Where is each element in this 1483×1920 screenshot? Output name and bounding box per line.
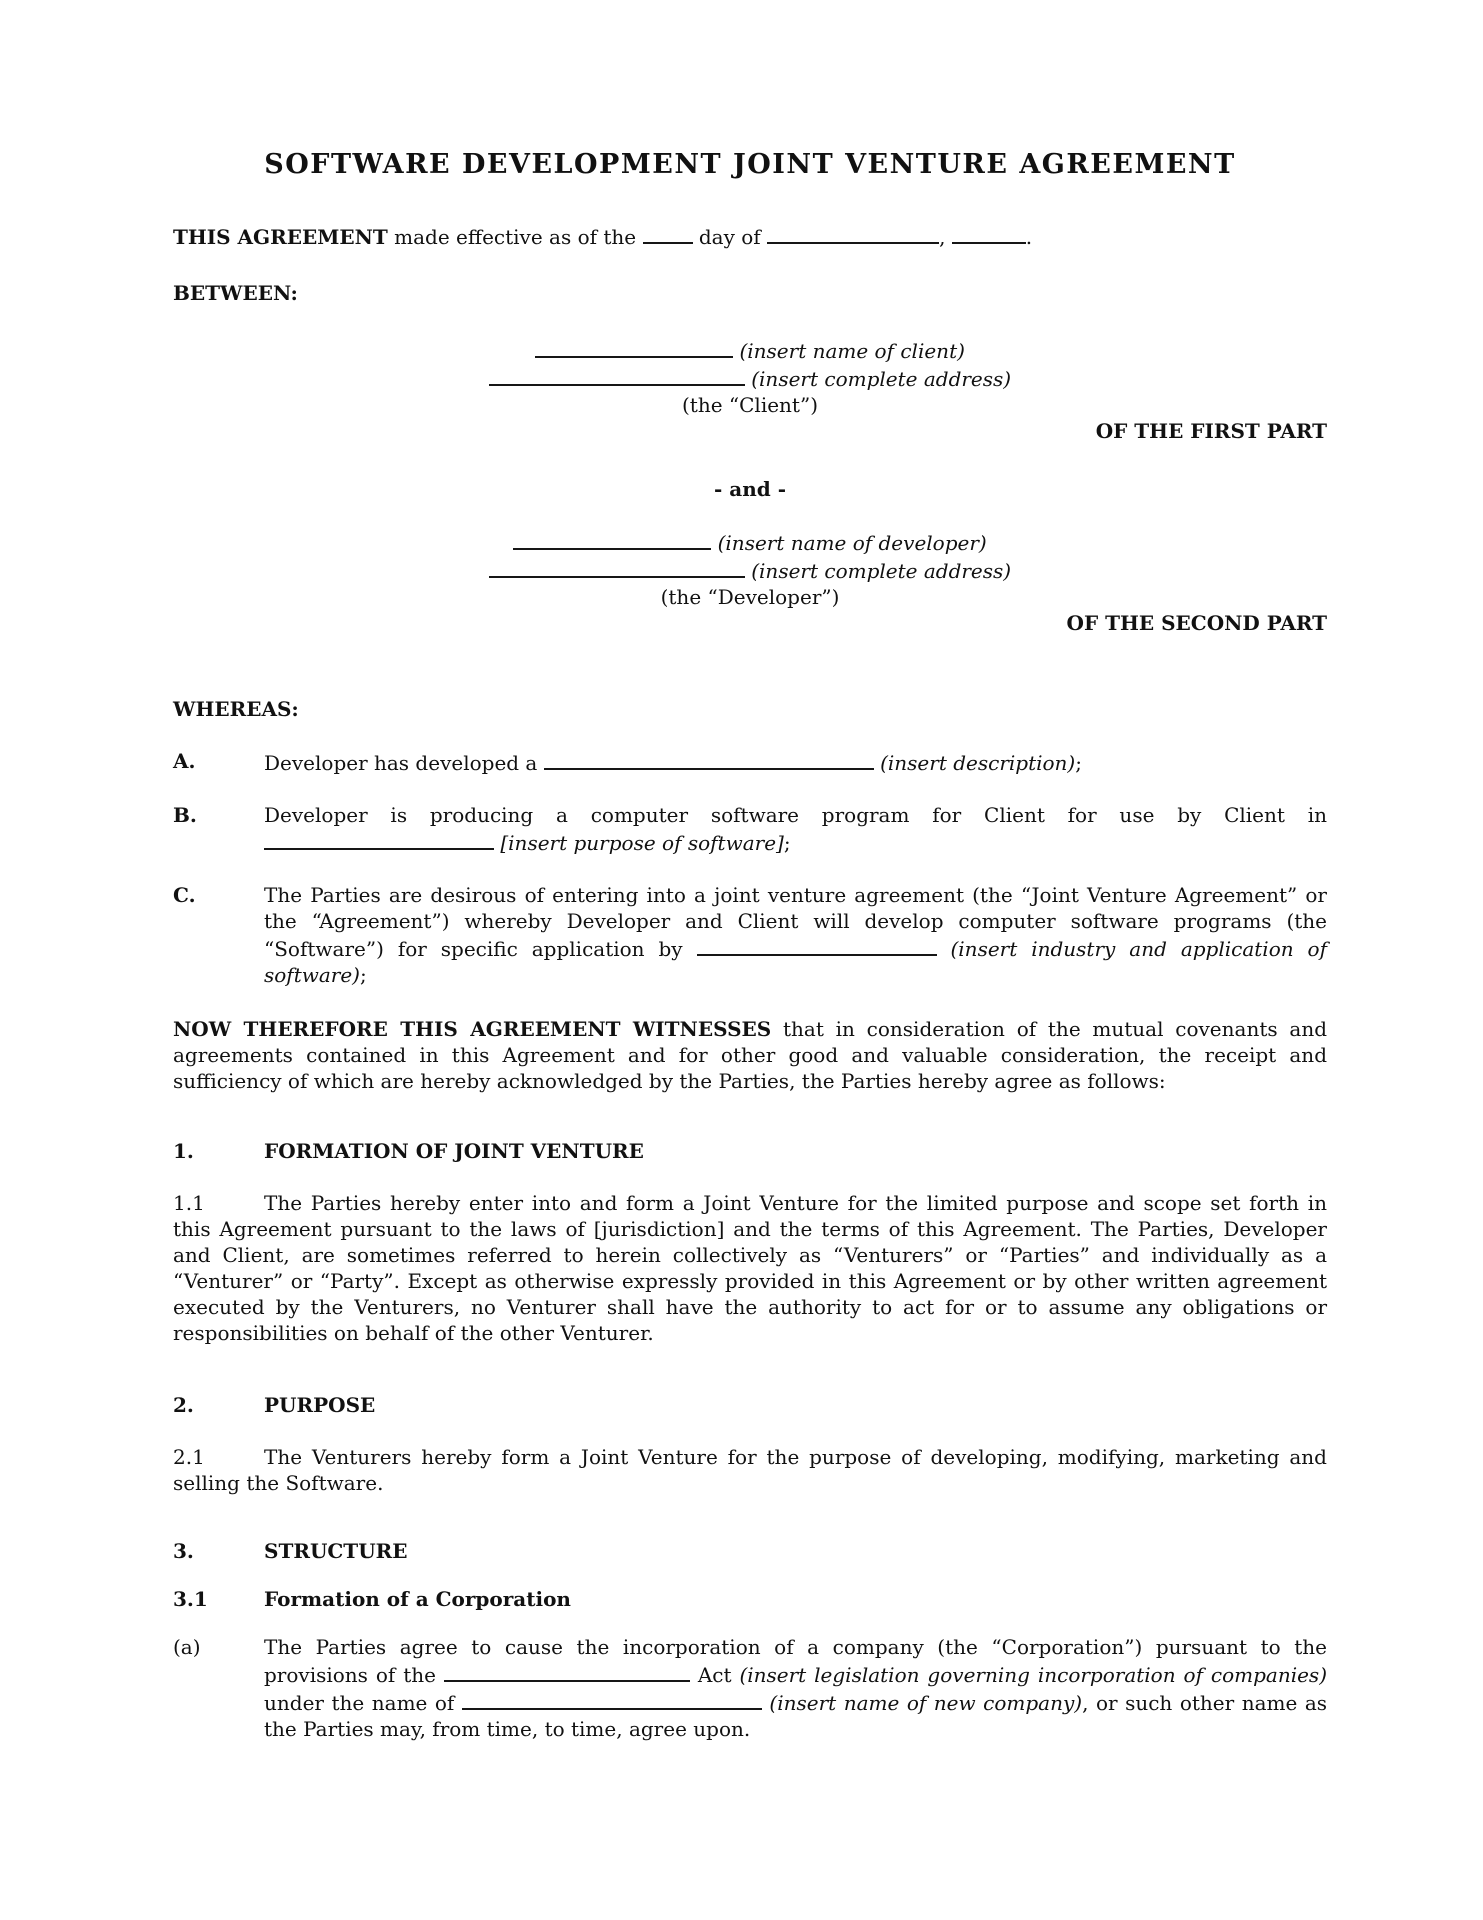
recital-a [173, 748, 1327, 776]
text-run: OF THE SECOND PART [1066, 611, 1327, 635]
text-run: ; [360, 963, 367, 987]
text-run: (insert complete address) [751, 559, 1012, 583]
clause-label: 1. [173, 1139, 194, 1163]
text-run: made effective as of the [387, 225, 643, 249]
clause-label: 2. [173, 1393, 194, 1417]
document-body [173, 222, 1327, 1742]
text-run: The Parties agree to cause the incorporation of a company (the “Corporation”) pursuant to the provisions of the [264, 1635, 1327, 1687]
stack-line [173, 392, 1327, 418]
and-separator [173, 476, 1327, 502]
stack-line [173, 364, 1327, 392]
first-part-label [173, 418, 1327, 444]
blank-field [513, 528, 711, 550]
clause-1-1 [173, 1190, 1327, 1346]
whereas-label [173, 696, 1327, 722]
text-run: . [1025, 225, 1033, 249]
developer-block [173, 528, 1327, 610]
blank-field [952, 222, 1026, 244]
blank-field [444, 1660, 690, 1682]
text-run: that in consideration of the mutual covenants and agreements contained in this Agreement and for other good and valuable consideration, the receipt and sufficiency of which are hereby acknowledged by the Parties, the Parties hereby agree as follows: [173, 1017, 1327, 1093]
clause-label: 1.1 [173, 1191, 205, 1215]
text-run: OF THE FIRST PART [1095, 419, 1327, 443]
text-run: ; [783, 831, 791, 855]
blank-field [489, 364, 745, 386]
stack-line [173, 336, 1327, 364]
clause-label: 2.1 [173, 1445, 205, 1469]
text-run: (insert complete address) [751, 367, 1012, 391]
text-run: (insert name of new company) [769, 1691, 1083, 1715]
text-run: Act [689, 1663, 740, 1687]
second-part-label [173, 610, 1327, 636]
text-run: PURPOSE [264, 1393, 376, 1417]
stack-line [173, 528, 1327, 556]
clause-label: C. [173, 883, 196, 907]
blank-field [535, 336, 733, 358]
text-run: BETWEEN: [173, 281, 298, 305]
text-run: Formation of a Corporation [264, 1587, 571, 1611]
text-run: (insert description) [880, 751, 1076, 775]
text-run: THIS AGREEMENT [173, 225, 388, 249]
text-run: (insert name of developer) [717, 531, 987, 555]
blank-field [462, 1688, 762, 1710]
text-run: (insert legislation governing incorporation of companies) [739, 1663, 1327, 1687]
text-run: (insert industry and application of software) [264, 937, 1328, 987]
clause-2-1 [173, 1444, 1327, 1496]
document-content [173, 148, 1327, 1742]
now-therefore [173, 1016, 1327, 1094]
text-run: The Parties hereby enter into and form a Joint Venture for the limited purpose and scope set forth in this Agreement pursuant to the laws of [jurisdiction] and the terms of this Agreement. The Parties, Developer and Client, are sometimes referred to herein collectively as “Venturers” or “Parties” and individually as a “Venturer” or “Party”. Except as otherwise expressly provided in this Agreement or by other written agreement executed by the Venturers, no Venturer shall have the authority to act for or to assume any obligations or responsibilities on behalf of the other Venturer. [173, 1191, 1327, 1345]
clause-label: (a) [173, 1635, 201, 1659]
section-3-heading [173, 1538, 1327, 1564]
blank-field [489, 556, 745, 578]
clause-label: B. [173, 803, 197, 827]
intro-line [173, 222, 1327, 250]
text-run: STRUCTURE [264, 1539, 408, 1563]
text-run [937, 937, 951, 961]
text-run: , or such other name as the Parties may, from time, to time, agree upon. [264, 1691, 1328, 1741]
blank-field [697, 934, 937, 956]
text-run: , [939, 225, 952, 249]
clause-3-1-a [173, 1634, 1327, 1742]
stack-line [173, 556, 1327, 584]
text-run: day of [692, 225, 768, 249]
clause-label: A. [173, 749, 196, 773]
stack-line [173, 584, 1327, 610]
section-2-heading [173, 1392, 1327, 1418]
text-run: FORMATION OF JOINT VENTURE [264, 1139, 644, 1163]
blank-field [544, 748, 874, 770]
text-run: [insert purpose of software] [500, 831, 784, 855]
client-block [173, 336, 1327, 418]
text-run: NOW THEREFORE THIS AGREEMENT WITNESSES [173, 1017, 772, 1041]
text-run: (the “Client”) [681, 393, 818, 417]
text-run: WHEREAS: [173, 697, 299, 721]
text-run: (the “Developer”) [660, 585, 840, 609]
section-1-heading [173, 1138, 1327, 1164]
text-run: Developer has developed a [264, 751, 544, 775]
between-label [173, 280, 1327, 306]
text-run: The Venturers hereby form a Joint Venture for the purpose of developing, modifying, marketing and selling the Software. [173, 1445, 1327, 1495]
text-run: - and - [713, 477, 786, 501]
clause-label: 3. [173, 1539, 194, 1563]
text-run: The Parties are desirous of entering into a joint venture agreement (the “Joint Venture Agreement” or the “Agreement”) whereby Developer and Client will develop computer software programs (the “Software”) for specific application by [264, 883, 1327, 961]
recital-b [173, 802, 1327, 856]
clause-3-1-heading [173, 1586, 1327, 1612]
text-run: ; [1075, 751, 1082, 775]
blank-field [767, 222, 939, 244]
text-run: Developer is producing a computer software program for Client for use by Client in [264, 803, 1327, 827]
text-run: (insert name of client) [739, 339, 965, 363]
document-title: SOFTWARE DEVELOPMENT JOINT VENTURE AGREEMENT [264, 149, 1236, 180]
blank-field [264, 828, 494, 850]
recital-c [173, 882, 1327, 988]
blank-field [643, 222, 693, 244]
clause-label: 3.1 [173, 1587, 208, 1611]
text-run: under the name of [264, 1691, 462, 1715]
